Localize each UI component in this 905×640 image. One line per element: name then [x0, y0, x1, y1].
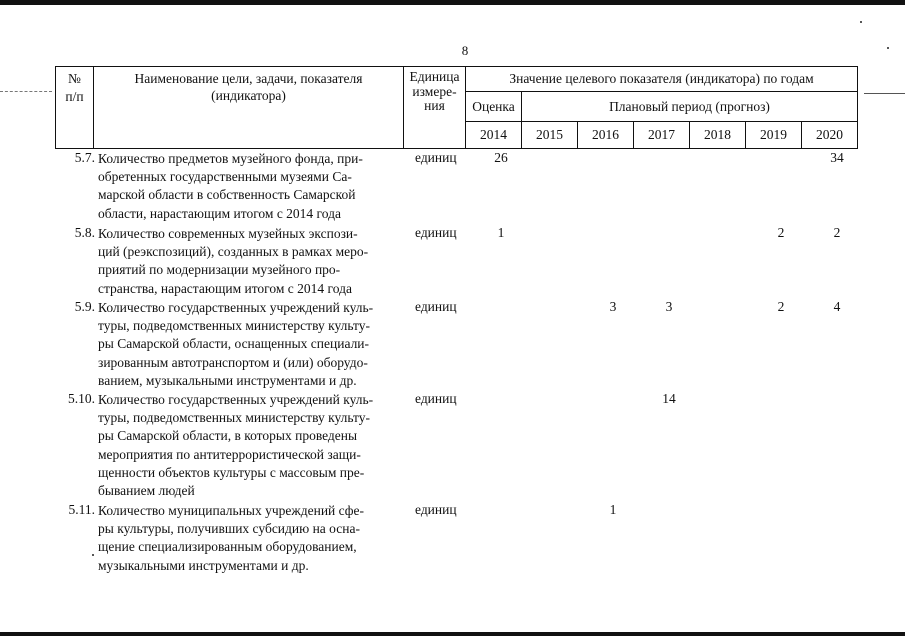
- row-value-2019: 2: [777, 299, 785, 314]
- scan-artifact-line-right: [864, 93, 905, 94]
- scan-artifact-line-left: [0, 91, 52, 92]
- row-unit: единиц: [415, 150, 457, 165]
- scan-speck: [887, 47, 889, 49]
- header-number-label: № п/п: [65, 71, 84, 104]
- row-value-2016: 3: [609, 299, 617, 314]
- header-year-2014: 2014: [466, 122, 522, 149]
- header-year-2015: 2015: [522, 122, 578, 149]
- header-number-column: [56, 67, 94, 149]
- header-year-2020: 2020: [802, 122, 858, 149]
- scan-top-border: [0, 0, 905, 5]
- row-number: 5.8.: [74, 225, 95, 240]
- row-number: 5.11.: [68, 502, 95, 517]
- page-number: 8: [461, 43, 469, 58]
- table-header: [55, 66, 858, 149]
- row-value-2020: 34: [830, 150, 844, 165]
- header-year-2018: 2018: [690, 122, 746, 149]
- row-number: 5.10.: [68, 391, 95, 406]
- header-unit-label: Единица измере- ния: [409, 69, 460, 113]
- row-value-2020: 2: [833, 225, 841, 240]
- row-value-2017: 3: [665, 299, 673, 314]
- row-value-2016: 1: [609, 502, 617, 517]
- header-year-2017: 2017: [634, 122, 690, 149]
- header-unit-column: [404, 67, 466, 149]
- header-year-2019: 2019: [746, 122, 802, 149]
- header-values-title: Значение целевого показателя (индикатора) по годам: [466, 67, 858, 92]
- row-value-2020: 4: [833, 299, 841, 314]
- row-unit: единиц: [415, 225, 457, 240]
- row-unit: единиц: [415, 391, 457, 406]
- row-indicator-text: Количество современных музейных экспози- ций (реэкспозиций), созданных в рамках меро- приятий по модернизации музейного про- странства, нарастающим итогом с 2014 года: [98, 226, 369, 296]
- header-estimate-label: Оценка: [466, 92, 522, 122]
- row-value-2017: 14: [662, 391, 676, 406]
- row-number: 5.9.: [74, 299, 95, 314]
- row-indicator-text: Количество муниципальных учреждений сфе- ры культуры, получивших субсидию на осна- щение специализированным оборудованием, музыкальными инструментами и др.: [98, 503, 365, 573]
- row-indicator-text: Количество государственных учреждений куль- туры, подведомственных министерству культу- ры Самарской области, в которых проведены мероприятия по антитеррористической защи- щенности объектов культуры с массовым пре- быванием людей: [98, 392, 374, 499]
- row-value-2014: 26: [494, 150, 508, 165]
- header-year-2016: 2016: [578, 122, 634, 149]
- header-name-column: [94, 67, 404, 149]
- row-unit: единиц: [415, 502, 457, 517]
- row-value-2019: 2: [777, 225, 785, 240]
- row-indicator-text: Количество государственных учреждений куль- туры, подведомственных министерству культу- ры Самарской области, оснащенных специали- зированным автотранспортом и (или) оборудо- ванием, музыкальными инструментами и др.: [98, 300, 374, 388]
- row-number: 5.7.: [74, 150, 95, 165]
- row-value-2014: 1: [497, 225, 505, 240]
- scan-speck: [860, 21, 862, 23]
- scan-speck: [92, 554, 94, 556]
- header-name-label: Наименование цели, задачи, показателя (индикатора): [134, 71, 363, 103]
- header-plan-period-label: Плановый период (прогноз): [522, 92, 858, 122]
- row-unit: единиц: [415, 299, 457, 314]
- scan-bottom-border: [0, 632, 905, 636]
- row-indicator-text: Количество предметов музейного фонда, при- обретенных государственными музеями Са- марской области в собственность Самарской области, нарастающим итогом с 2014 года: [98, 151, 363, 221]
